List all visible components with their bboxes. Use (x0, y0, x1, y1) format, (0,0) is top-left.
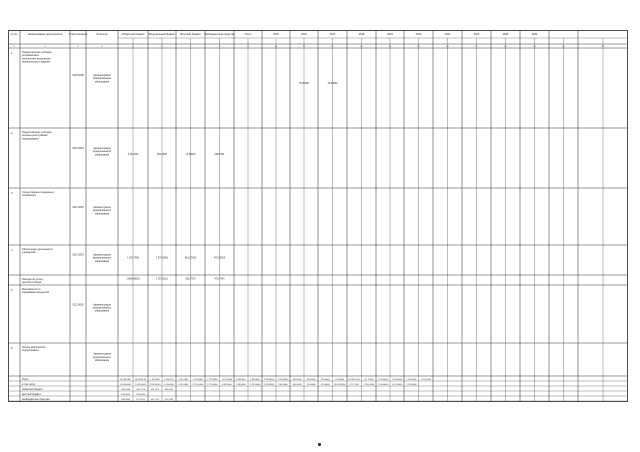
total-value: 2 800,0000 (120, 398, 131, 401)
row-value: 1 971,0110 (156, 277, 168, 281)
row-organization: Администрация муниципального образования (92, 205, 112, 216)
page-marker (318, 443, 321, 446)
column-index: 11 (302, 46, 306, 48)
column-index: 14 (388, 46, 392, 48)
row-code: 0113 0000 (72, 253, 84, 257)
total-value: 4 863,4000 (236, 383, 246, 386)
row-code: 0113 0000 (72, 303, 84, 307)
total-value: 4 914,9000 (178, 378, 188, 381)
column-header: 2020 (415, 33, 422, 36)
column-header: 2015 (273, 33, 279, 36)
total-value: 2 782,00000 (249, 383, 261, 386)
total-value: 137,00000 (335, 378, 345, 381)
column-index: 13 (360, 46, 363, 48)
row-value: 17,00000 (185, 153, 196, 156)
column-header: № п/п (10, 33, 18, 36)
row-description: Предоставление субсидии на финансовое обеспечение выполнения муниципального задания (22, 51, 52, 64)
total-value: 1 467,9620 (150, 378, 160, 381)
total-value: 1 740,00000 (391, 378, 403, 381)
row-number: 4 (11, 249, 13, 252)
column-header: Итого (244, 33, 252, 36)
row-description: Предоставление субсидии на иные цели в рамках подпрограммы (22, 131, 52, 141)
total-value: 463,4210 (165, 388, 173, 391)
total-value: 1 272,00000 (206, 383, 218, 386)
total-value: 2 816,6723 (164, 378, 174, 381)
budget-table (8, 30, 628, 402)
total-value: 4 914,9000 (193, 378, 203, 381)
column-header: Источник (96, 33, 108, 36)
total-value: 286,00000 (278, 383, 288, 386)
total-value: 662,7570 (151, 398, 159, 401)
column-index: 7 (189, 46, 192, 48)
total-value: 1 117,00000 (420, 378, 431, 381)
row-description: Расходы на уплату налогов и сборов (22, 278, 44, 285)
total-value: 1 117,00000 (406, 378, 417, 381)
total-value: 4 863,4000 (222, 383, 232, 386)
column-index: 6 (161, 46, 163, 48)
total-value: 217 3 2000 (349, 383, 359, 386)
row-number: 1 (11, 52, 13, 55)
total-value: 1 740,00000 (377, 378, 389, 381)
column-header: 2021 (444, 33, 451, 36)
row-number: 5 (11, 289, 13, 292)
column-index: 10 (274, 46, 278, 48)
total-value: 4 863,4000 (250, 378, 260, 381)
column-header: Наименование мероприятия (27, 33, 63, 36)
column-header: 2022 (473, 33, 480, 36)
total-value: 1 971,0110 (135, 398, 146, 401)
total-value: 2 800,0000 (120, 393, 131, 396)
total-value: 137,00000 (306, 383, 316, 386)
row-description: Осуществление переданных полномочий (22, 191, 54, 198)
total-value: 1 882,0000 (120, 388, 131, 391)
row-description: Обеспечение деятельности учреждений (22, 248, 53, 255)
column-index: 18 (504, 46, 507, 48)
total-value: 470,5434 (165, 398, 173, 401)
total-value: 1 272,00000 (221, 378, 233, 381)
row-value: 662,7570 (185, 277, 196, 281)
column-index: 8 (218, 46, 221, 48)
total-label: в том числе: (22, 382, 36, 386)
column-header: 2023 (502, 33, 509, 36)
column-index: 9 (247, 46, 249, 48)
row-code: 0113 0000 (72, 205, 84, 209)
total-value: 286,00000 (306, 378, 316, 381)
column-header: Ответственный (68, 33, 88, 36)
row-description: Прочие мероприятия подпрограммы (22, 346, 46, 353)
total-value: 43 690,0000 (120, 383, 131, 386)
total-value: 46 736,2400 (120, 378, 131, 381)
column-index: 19 (533, 46, 536, 48)
row-value: 1 971,9800 (156, 256, 168, 260)
total-value: 243 493,3000 (333, 383, 346, 386)
column-header: Федеральный бюджет (148, 33, 176, 36)
row-value: 2253,921 (214, 153, 225, 156)
column-header: Внебюджетные средства (204, 33, 235, 36)
total-value: 137,00000 (320, 378, 330, 381)
total-value: 1 740,00000 (377, 383, 389, 386)
row-code: 0105 0000 (72, 74, 84, 77)
row-organization: Администрация муниципального образования (92, 147, 112, 157)
total-label: Итого (22, 377, 29, 381)
total-value: 2 782,00000 (263, 383, 275, 386)
total-value: 217 3 2000 (364, 378, 374, 381)
column-index: 16 (446, 46, 449, 48)
column-index: 21 (601, 46, 605, 48)
row-organization: Администрация муниципального образования (92, 352, 112, 362)
total-value: 2 782,00000 (277, 378, 289, 381)
row-organization: Администрация муниципального образования (92, 74, 112, 84)
total-value: 46 813,31 00 (134, 378, 147, 381)
total-value: 682,7570 (151, 388, 159, 391)
column-index: 17 (475, 46, 478, 48)
row-value: 473,7424 (214, 277, 225, 281)
total-value: 4 914,9000 (178, 383, 188, 386)
row-value: 15,00000 (327, 82, 338, 85)
column-header: Местный бюджет (180, 33, 201, 36)
total-value: 1 117,00000 (391, 383, 403, 386)
total-value: 243 493,3 110 (348, 378, 361, 381)
row-number: 3 (11, 192, 13, 195)
total-value: 1 272,00000 (206, 378, 218, 381)
row-number: 6 (11, 347, 13, 350)
row-code: 0113 0000 (72, 147, 84, 150)
row-number: 2 (11, 132, 13, 135)
total-value: 4 914,9000 (164, 383, 174, 386)
total-value: 1 871,07 00 (135, 388, 146, 391)
column-index: 3 (77, 46, 79, 48)
row-value: 609,6520 (157, 153, 167, 156)
row-value: 661,27000 (184, 256, 197, 260)
total-value: 1 272,00000 (192, 383, 204, 386)
row-organization: Администрация муниципального образования (92, 303, 112, 313)
row-organization: Администрация муниципального образования (92, 253, 112, 263)
column-index: 4 (101, 46, 103, 48)
total-value: 286,00000 (292, 378, 302, 381)
total-value: 19 422,0000 (135, 383, 146, 386)
column-header: 2016 (301, 33, 307, 36)
column-index: 2 (44, 46, 46, 48)
total-value: 2 000,0000 (135, 393, 146, 396)
row-description: Мероприятия по содержанию имущества (22, 288, 49, 295)
row-value: 475,00000 (213, 256, 226, 260)
total-value: 137,00000 (320, 383, 330, 386)
column-index: 12 (331, 46, 334, 48)
column-index: 20 (562, 46, 565, 48)
budget-table-grid (8, 30, 628, 402)
total-value: 1 740,00000 (363, 383, 375, 386)
total-value: 3 532,00000 (149, 383, 161, 386)
column-header: 2017 (329, 33, 336, 36)
total-value: 286,00000 (292, 383, 302, 386)
column-header: Областной бюджет (121, 33, 145, 36)
column-index: 5 (132, 46, 134, 48)
row-value: 1 927,7500 (127, 256, 139, 260)
row-value: 3 110,000 (127, 153, 139, 156)
column-header: 2019 (387, 33, 393, 36)
total-label: внебюджетные средства (22, 397, 50, 401)
total-value: 2 782,00000 (263, 378, 275, 381)
row-value: 1 806,00000 (126, 277, 140, 281)
total-label: местный бюджет (22, 392, 41, 396)
column-index: 15 (417, 46, 420, 48)
total-value: 4 863,4000 (236, 378, 246, 381)
total-value: 1 117,00000 (406, 383, 417, 386)
column-header: 2018 (358, 33, 365, 36)
column-index: 1 (13, 46, 15, 48)
total-label: областной бюджет (22, 387, 43, 391)
row-value: 15,00000 (299, 82, 309, 85)
column-header: 2024 (531, 33, 538, 36)
